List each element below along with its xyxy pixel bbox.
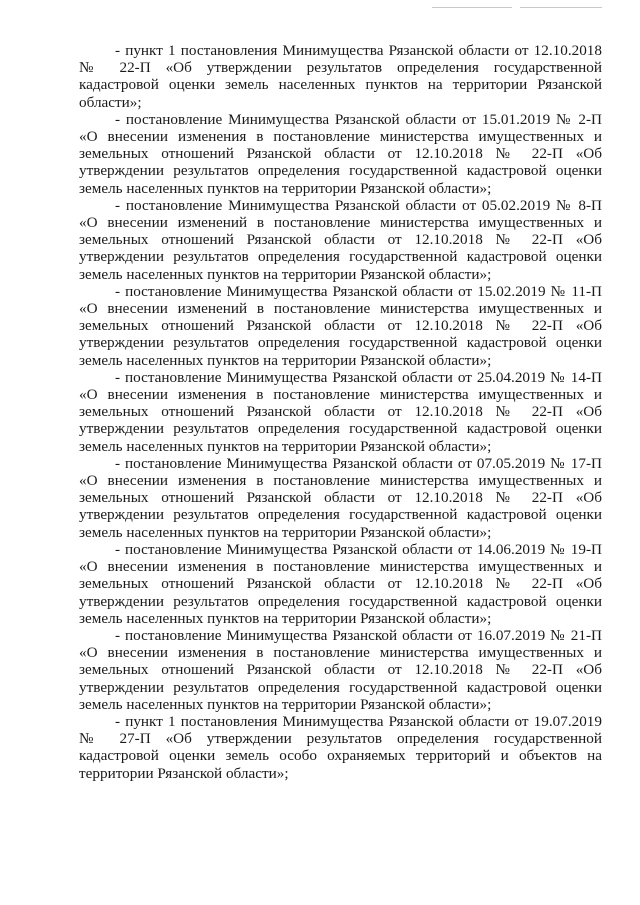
document-body bbox=[79, 42, 602, 782]
list-item: - пункт 1 постановления Минимущества Рязанской области от 12.10.2018 № 22-П «Об утверждении результатов определения государственной кадастровой оценки земель населенных пунктов на территории Рязанской области»; bbox=[79, 42, 602, 111]
list-item: - постановление Минимущества Рязанской области от 15.02.2019 № 11-П «О внесении изменений в постановление министерства имущественных и земельных отношений Рязанской области от 12.10.2018 № 22-П «Об утверждении результатов определения государственной кадастровой оценки земель населенных пунктов на территории Рязанской области»; bbox=[79, 282, 602, 369]
list-item: - постановление Минимущества Рязанской области от 05.02.2019 № 8-П «О внесении изменений в постановление министерства имущественных и земельных отношений Рязанской области от 12.10.2018 № 22-П «Об утверждении результатов определения государственной кадастровой оценки земель населенных пунктов на территории Рязанской области»; bbox=[79, 196, 602, 283]
list-item: - постановление Минимущества Рязанской области от 16.07.2019 № 21-П «О внесении изменения в постановление министерства имущественных и земельных отношений Рязанской области от 12.10.2018 № 22-П «Об утверждении результатов определения государственной кадастровой оценки земель населенных пунктов на территории Рязанской области»; bbox=[79, 626, 602, 713]
list-item: - пункт 1 постановления Минимущества Рязанской области от 19.07.2019 № 27-П «Об утверждении результатов определения государственной кадастровой оценки земель особо охраняемых территорий и объектов на территории Рязанской области»; bbox=[79, 712, 602, 782]
scan-artifact-line bbox=[520, 7, 602, 8]
list-item: - постановление Минимущества Рязанской области от 15.01.2019 № 2-П «О внесении изменения в постановление министерства имущественных и земельных отношений Рязанской области от 12.10.2018 № 22-П «Об утверждении результатов определения государственной кадастровой оценки земель населенных пунктов на территории Рязанской области»; bbox=[79, 110, 602, 197]
list-item: - постановление Минимущества Рязанской области от 07.05.2019 № 17-П «О внесении изменения в постановление министерства имущественных и земельных отношений Рязанской области от 12.10.2018 № 22-П «Об утверждении результатов определения государственной кадастровой оценки земель населенных пунктов на территории Рязанской области»; bbox=[79, 454, 602, 541]
list-item: - постановление Минимущества Рязанской области от 25.04.2019 № 14-П «О внесении изменения в постановление министерства имущественных и земельных отношений Рязанской области от 12.10.2018 № 22-П «Об утверждении результатов определения государственной кадастровой оценки земель населенных пунктов на территории Рязанской области»; bbox=[79, 368, 602, 455]
list-item: - постановление Минимущества Рязанской области от 14.06.2019 № 19-П «О внесении изменения в постановление министерства имущественных и земельных отношений Рязанской области от 12.10.2018 № 22-П «Об утверждении результатов определения государственной кадастровой оценки земель населенных пунктов на территории Рязанской области»; bbox=[79, 540, 602, 627]
scan-artifact-line bbox=[432, 7, 512, 8]
